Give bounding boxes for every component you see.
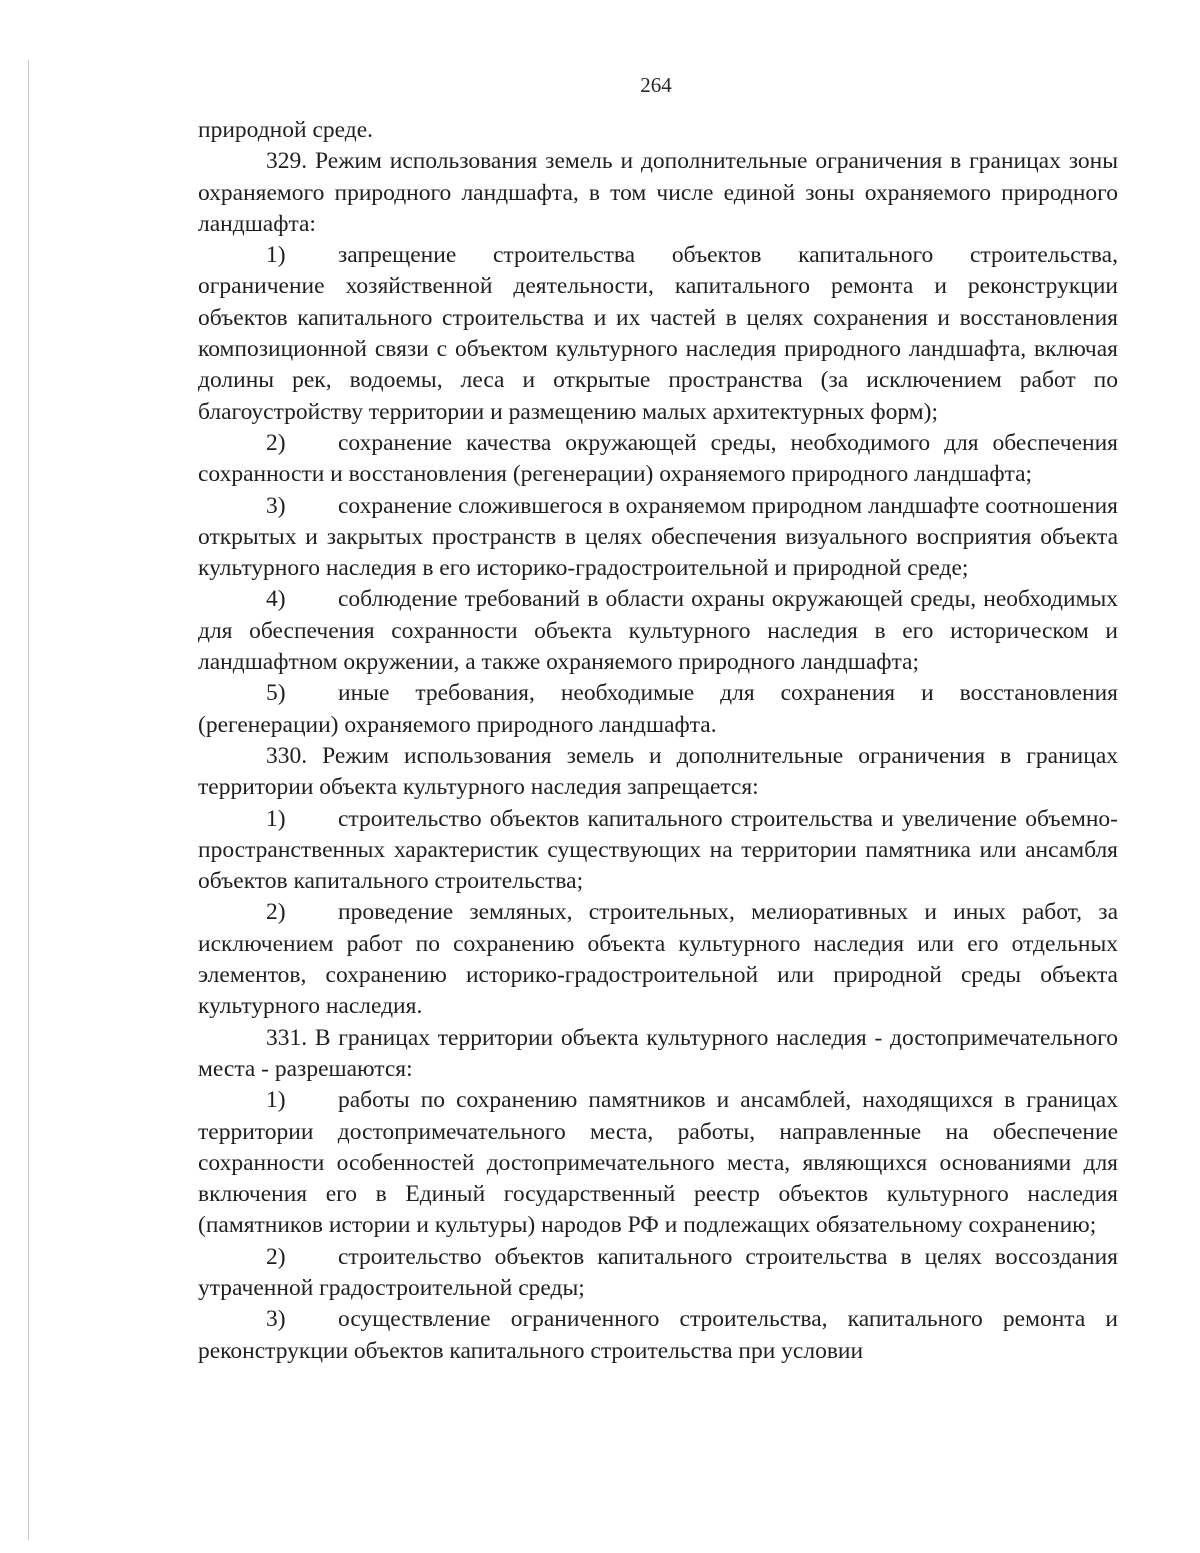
item-text: запрещение строительства объектов капитального строительства, ограничение хозяйственной деятельности, капитального ремонта и реконструкции объектов капитального строительства и их частей в целях сохранения и восстановления композиционной связи с объектом культурного наследия природного ландшафта, включая долины рек, водоемы, леса и открытые пространства (за исключением работ по благоустройству территории и размещению малых архитектурных форм); [198,242,1118,425]
item-text: проведение земляных, строительных, мелиоративных и иных работ, за исключением работ по сохранению объекта культурного наследия или его отдельных элементов, сохранению историко-градостроительной или природной среды объекта культурного наследия. [198,899,1118,1020]
item-number: 5) [266,680,286,707]
item-number: 1) [266,1087,286,1114]
item-text: работы по сохранению памятников и ансамблей, находящихся в границах территории достопримечательного места, работы, направленные на обеспечение сохранности особенностей достопримечательного места, являющихся основаниями для включения его в Единый государственный реестр объектов культурного наследия (памятников истории и культуры) народов РФ и подлежащих обязательному сохранению; [198,1087,1118,1239]
paragraph-text: 331. В границах территории объекта культурного наследия - достопримечательного места - разрешаются: [198,1024,1118,1082]
item-text: иные требования, необходимые для сохранения и восстановления (регенерации) охраняемого природного ландшафта. [198,680,1118,738]
scan-edge-line [28,60,29,1540]
list-item [198,1085,1118,1241]
item-number: 3) [266,492,286,519]
item-text: строительство объектов капитального строительства и увеличение объемно-пространственных характеристик существующих на территории памятника или ансамбля объектов капитального строительства; [198,805,1118,895]
paragraph-text: природной среде. [198,117,374,143]
item-text: соблюдение требований в области охраны окружающей среды, необходимых для обеспечения сохранности объекта культурного наследия в его историческом и ландшафтном окружении, а также охраняемого природного ландшафта; [198,586,1118,676]
list-item [198,240,1118,428]
item-number: 1) [266,242,286,269]
item-text: осуществление ограниченного строительства, капитального ремонта и реконструкции объектов капитального строительства при условии [198,1306,1118,1364]
section-paragraph [198,1023,1118,1086]
item-number: 1) [266,805,286,832]
paragraph-text: 329. Режим использования земель и дополнительные ограничения в границах зоны охраняемого природного ландшафта, в том числе единой зоны охраняемого природного ландшафта: [198,148,1118,237]
item-number: 4) [266,586,286,613]
paragraph [198,115,1118,146]
list-item [198,491,1118,585]
item-text: сохранение сложившегося в охраняемом природном ландшафте соотношения открытых и закрытых пространств в целях обеспечения визуального восприятия объекта культурного наследия в его историко-градостроительной и природной среде; [198,492,1118,582]
section-paragraph [198,741,1118,804]
list-item [198,584,1118,678]
list-item [198,1304,1118,1367]
list-item [198,804,1118,898]
list-item [198,428,1118,491]
paragraph-text: 330. Режим использования земель и дополнительные ограничения в границах территории объекта культурного наследия запрещается: [198,742,1118,801]
item-number: 3) [266,1306,286,1333]
document-body [198,115,1118,1367]
list-item [198,678,1118,741]
item-number: 2) [266,429,286,456]
page-number: 264 [640,73,672,97]
item-text: сохранение качества окружающей среды, необходимого для обеспечения сохранности и восстановления (регенерации) охраняемого природного ландшафта; [198,429,1118,488]
section-paragraph [198,146,1118,240]
list-item [198,1242,1118,1305]
item-number: 2) [266,899,286,926]
item-number: 2) [266,1243,286,1270]
item-text: строительство объектов капитального строительства в целях воссоздания утраченной градостроительной среды; [198,1243,1118,1301]
list-item [198,897,1118,1022]
